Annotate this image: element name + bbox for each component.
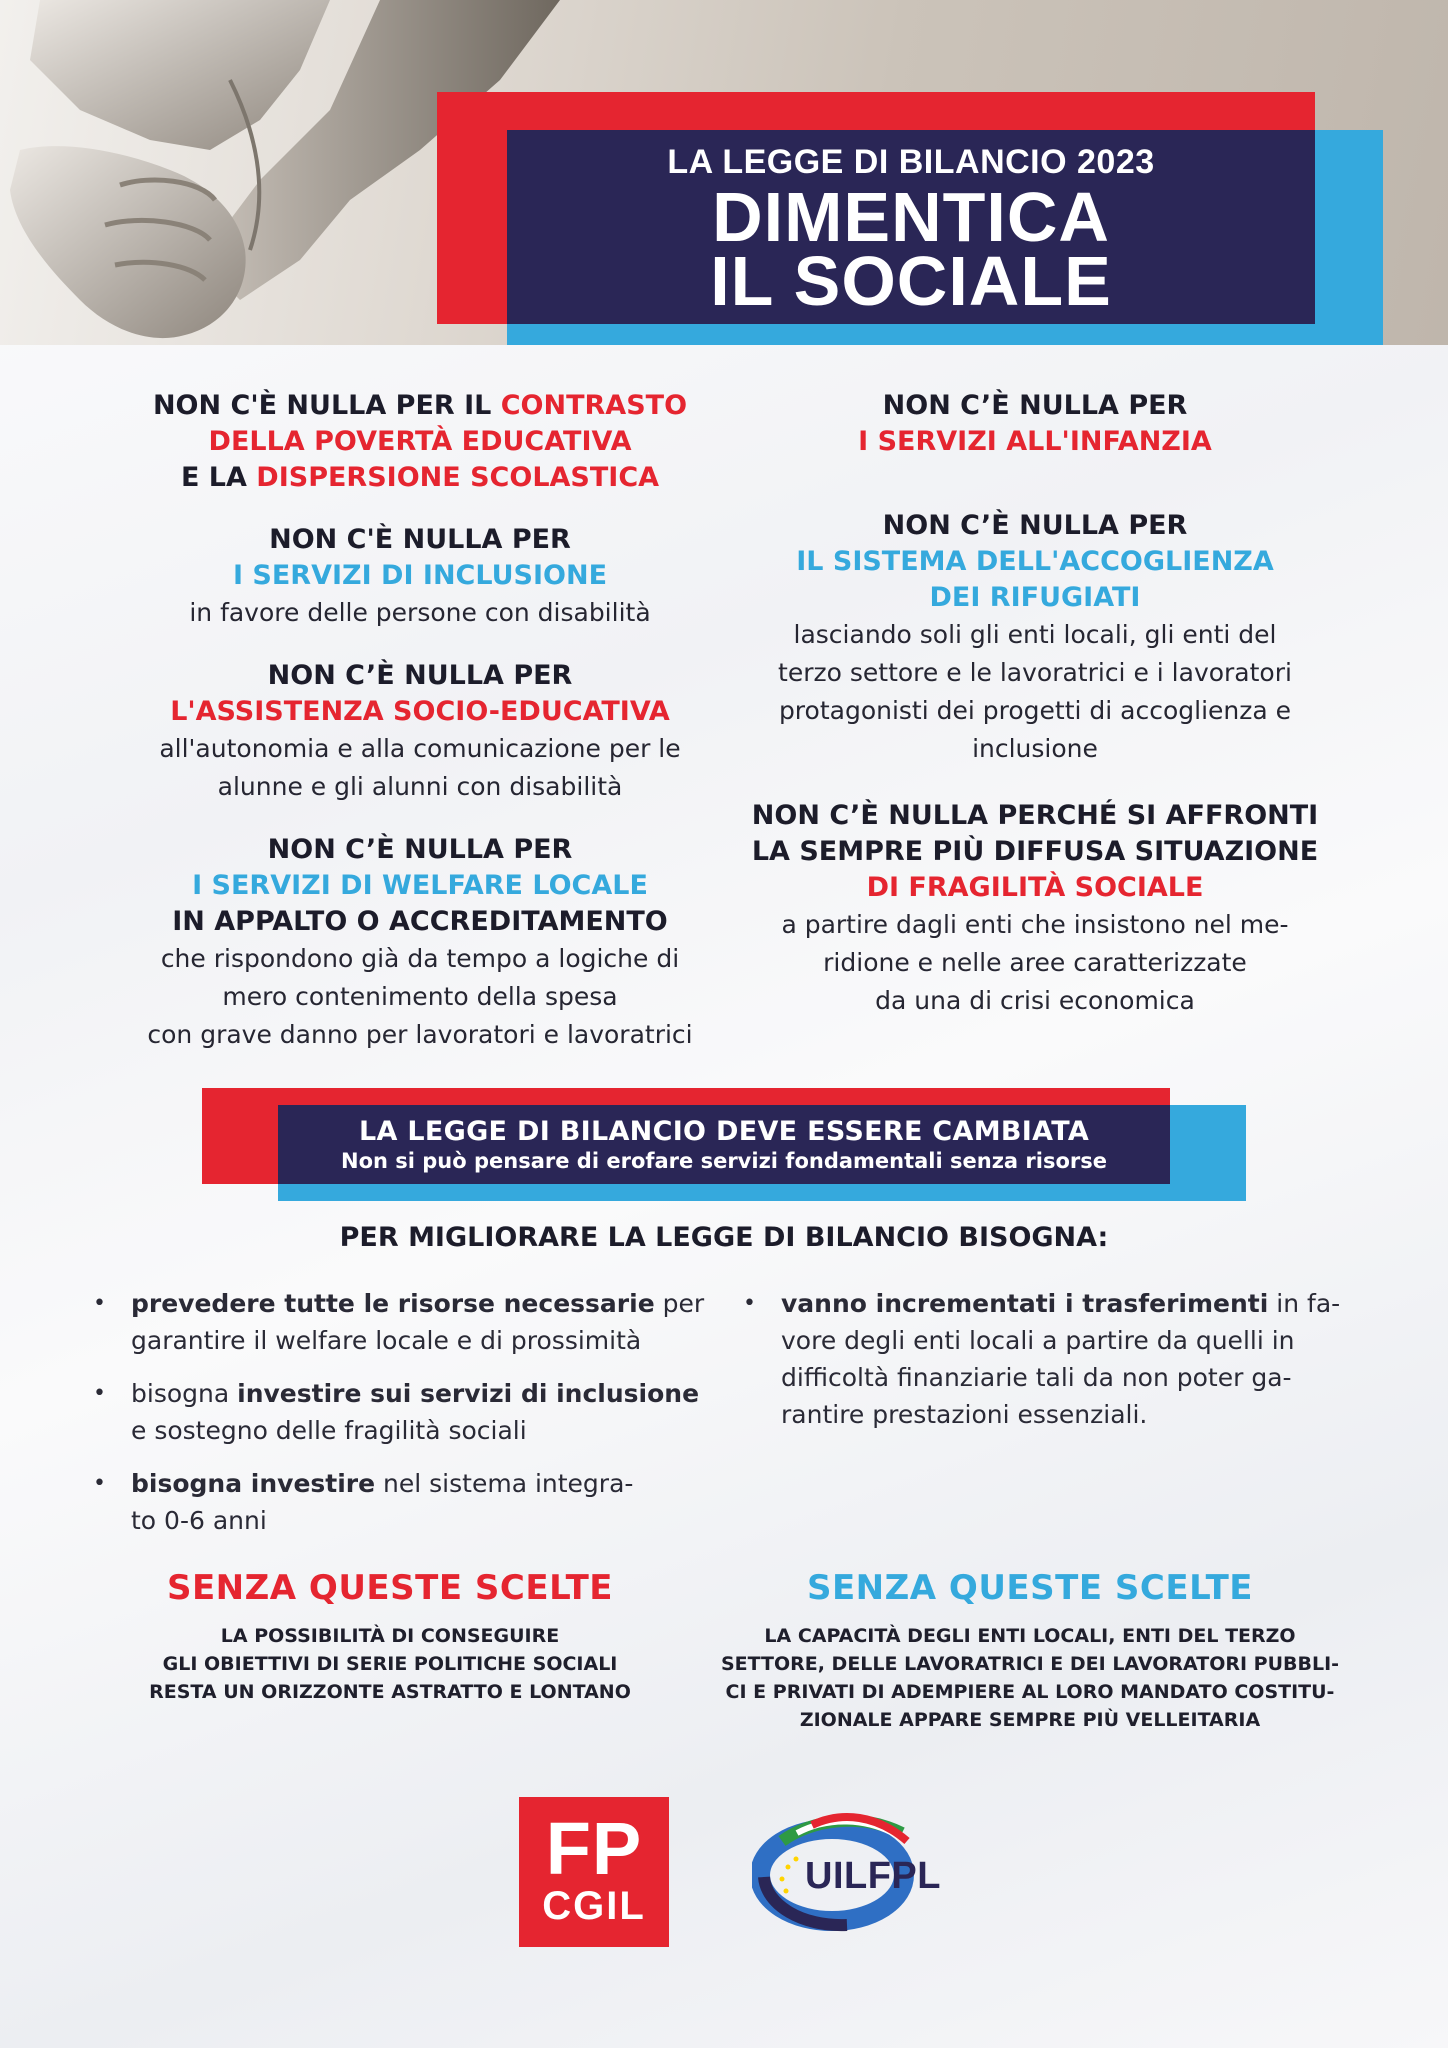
block-heading: NON C’È NULLA PERCHÉ SI AFFRONTI xyxy=(751,800,1319,831)
block-heading: LA SEMPRE PIÙ DIFFUSA SITUAZIONE xyxy=(751,836,1319,867)
block-heading: NON C'È NULLA PER xyxy=(269,524,571,555)
block-text: che rispondono già da tempo a logiche di xyxy=(160,944,680,973)
list-item: • prevedere tutte le risorse necessarie per garantire il welfare locale e di prossimità xyxy=(131,1285,731,1359)
fp-cgil-logo: FP CGIL xyxy=(519,1797,669,1947)
list-item: • bisogna investire nel sistema integra- to 0-6 anni xyxy=(131,1465,731,1539)
block-heading: E LA xyxy=(180,462,257,493)
conclusion-text: LA POSSIBILITÀ DI CONSEGUIRE GLI OBIETTIVI DI SERIE POLITICHE SOCIALI RESTA UN ORIZZONTE ASTRATTO E LONTANO xyxy=(149,1625,631,1703)
block-highlight: I SERVIZI ALL'INFANZIA xyxy=(858,426,1212,457)
block-text: da una di crisi economica xyxy=(875,986,1195,1015)
block-highlight: L'ASSISTENZA SOCIO-EDUCATIVA xyxy=(170,696,670,727)
conclusion-right xyxy=(680,1568,1380,1734)
block-highlight: DI FRAGILITÀ SOCIALE xyxy=(866,872,1204,903)
banner-title: LA LEGGE DI BILANCIO DEVE ESSERE CAMBIATA xyxy=(358,1116,1090,1147)
section-heading: PER MIGLIORARE LA LEGGE DI BILANCIO BISOGNA: xyxy=(339,1222,1109,1253)
left-column xyxy=(110,388,730,1080)
block-text: terzo settore e le lavoratrici e i lavoratori xyxy=(778,658,1292,687)
banner-subtitle: Non si può pensare di erofare servizi fondamentali senza risorse xyxy=(341,1149,1107,1173)
block-highlight: I SERVIZI DI WELFARE LOCALE xyxy=(192,870,648,901)
block-highlight: IL SISTEMA DELL'ACCOGLIENZA xyxy=(796,546,1274,577)
page-title xyxy=(710,178,1112,320)
conclusion-left xyxy=(100,1568,680,1706)
bullet-list-left xyxy=(93,1285,731,1555)
conclusion-text: LA CAPACITÀ DEGLI ENTI LOCALI, ENTI DEL TERZO SETTORE, DELLE LAVORATRICI E DEI LAVORATORI PUBBLI- CI E PRIVATI DI ADEMPIERE AL LORO MANDATO COSTITU- ZIONALE APPARE SEMPRE PIÙ VELLEITARIA xyxy=(720,1625,1340,1731)
bullet-icon: • xyxy=(743,1291,756,1316)
page-title-line1: DIMENTICA xyxy=(712,178,1110,256)
bullet-icon: • xyxy=(93,1471,106,1496)
block-text: a partire dagli enti che insistono nel me- xyxy=(781,910,1289,939)
conclusion-title: SENZA QUESTE SCELTE xyxy=(166,1568,614,1608)
banner xyxy=(278,1105,1170,1184)
page-title-line2: IL SOCIALE xyxy=(710,242,1112,320)
block-poverta-educativa xyxy=(110,388,730,496)
list-item: • vanno incrementati i trasferimenti in fa- vore degli enti locali a partire da quelli in difficoltà finanziarie tali da non poter ga- rantire prestazioni essenziali. xyxy=(781,1285,1366,1433)
block-text: in favore delle persone con disabilità xyxy=(189,598,651,627)
block-heading: NON C’È NULLA PER xyxy=(882,390,1188,421)
block-accoglienza xyxy=(735,508,1335,768)
block-highlight: DELLA POVERTÀ EDUCATIVA xyxy=(208,426,632,457)
block-text: lasciando soli gli enti locali, gli enti del xyxy=(793,620,1277,649)
header-title-box xyxy=(507,130,1315,324)
block-text: protagonisti dei progetti di accoglienza e xyxy=(778,696,1292,725)
bullet-icon: • xyxy=(93,1381,106,1406)
block-text: ridione e nelle aree caratterizzate xyxy=(823,948,1247,977)
block-heading: NON C’È NULLA PER xyxy=(882,510,1188,541)
block-infanzia xyxy=(735,388,1335,460)
block-heading: NON C’È NULLA PER xyxy=(267,834,573,865)
conclusion-title: SENZA QUESTE SCELTE xyxy=(806,1568,1254,1608)
uilfpl-logo xyxy=(752,1805,982,1935)
block-fragilita xyxy=(735,798,1335,1020)
header-kicker: LA LEGGE DI BILANCIO 2023 xyxy=(667,143,1155,181)
block-highlight: CONTRASTO xyxy=(500,390,688,421)
block-highlight: DEI RIFUGIATI xyxy=(929,582,1141,613)
block-text: inclusione xyxy=(972,734,1098,763)
block-welfare-locale xyxy=(110,832,730,1054)
right-column xyxy=(735,388,1335,1046)
block-text: mero contenimento della spesa xyxy=(222,982,618,1011)
bullet-icon: • xyxy=(93,1291,106,1316)
block-inclusione xyxy=(110,522,730,632)
block-heading: NON C'È NULLA PER IL xyxy=(152,390,501,421)
block-highlight: I SERVIZI DI INCLUSIONE xyxy=(232,560,608,591)
block-subheading: IN APPALTO O ACCREDITAMENTO xyxy=(172,906,668,937)
bullet-list-right xyxy=(743,1285,1366,1449)
block-text: all'autonomia e alla comunicazione per le xyxy=(159,734,681,763)
header-hero xyxy=(0,0,1448,345)
list-item: • bisogna investire sui servizi di inclusione e sostegno delle fragilità sociali xyxy=(131,1375,731,1449)
block-highlight: DISPERSIONE SCOLASTICA xyxy=(256,462,660,493)
uilfpl-wordmark: UILFPL xyxy=(805,1855,941,1897)
block-text: alunne e gli alunni con disabilità xyxy=(217,772,623,801)
block-assistenza xyxy=(110,658,730,806)
block-text: con grave danno per lavoratori e lavoratrici xyxy=(147,1020,693,1049)
block-heading: NON C’È NULLA PER xyxy=(267,660,573,691)
